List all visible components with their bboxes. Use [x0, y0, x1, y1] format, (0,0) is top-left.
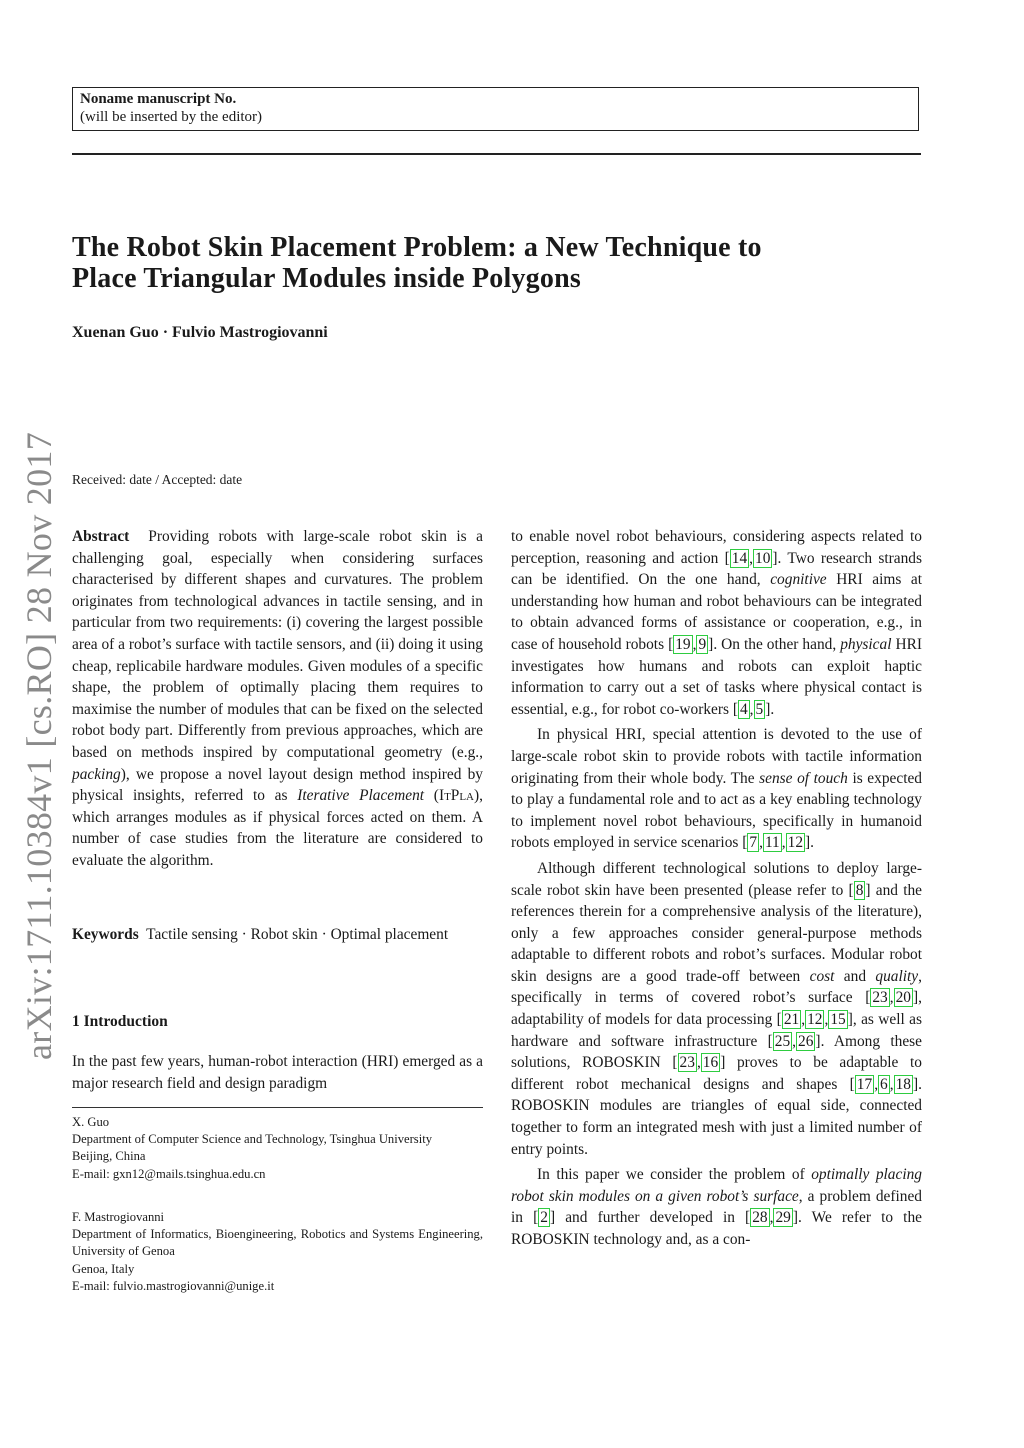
- emphasis: cognitive: [770, 571, 827, 589]
- emphasis: quality: [875, 967, 919, 985]
- affiliation-city: Genoa, Italy: [72, 1261, 135, 1276]
- abstract-text-1: Providing robots with large-scale robot skin is a challenging goal, especially when considering surfaces characterised by different shapes and curvatures. The problem originates from technological advances in tactile sensing, and in particular from two requirements: (i) covering the largest possible area of a robot’s surface with tactile sensors, and (ii) doing it using cheap, replicabile hardware modules. Given modules of a specific shape, the problem of optimally placing them requires to maximise the number of modules that can be fixed on the selected robot body part. Differently from previous approaches, which are based on methods inspired by computational geometry (e.g.,: [72, 528, 483, 761]
- citation-link[interactable]: 7: [749, 834, 758, 852]
- text: , adaptability of models for data processing: [511, 989, 922, 1029]
- text: , a problem defined in: [511, 1187, 922, 1227]
- keywords-text: Tactile sensing · Robot skin · Optimal placement: [146, 926, 449, 943]
- affiliation-dept: Department of Informatics, Bioengineering, Robotics and Systems Engineering, University of Genoa: [72, 1227, 483, 1259]
- citation-link[interactable]: 16: [702, 1054, 719, 1072]
- emphasis: cost: [809, 967, 835, 985]
- header-rule: [72, 153, 921, 155]
- citation-link[interactable]: 28: [752, 1209, 768, 1227]
- emphasis: sense of touch: [759, 769, 848, 787]
- affiliation-mastrogiovanni: [72, 1209, 483, 1295]
- citation-link[interactable]: 10: [755, 549, 771, 567]
- text: . We refer to the ROBOSKIN technology and, as a con-: [511, 1209, 922, 1248]
- paragraph: In physical HRI, special attention is devoted to the use of large-scale robot skin to provide robots with tactile information originating from their whole body. The sense of touch is expected to play a fundamental role and to act as a key enabling technology to implement novel robot behaviours, specifically in humanoid robots employed in service scenarios [ 7 , 11 , 12 ].: [511, 726, 922, 852]
- abstract: [72, 526, 483, 876]
- paragraph: Although different technological solutions to deploy large-scale robot skin have been presented (please refer to [ 8 ] and the references therein for a comprehensive analysis of the literature), only a few approaches consider general-purpose methods adaptable to different robots and robot’s surfaces. Modular robot skin designs are a good trade-off between cost and quality, specifically in terms of covered robot’s surface [ 23 , 20 ], adaptability of models for data processing [ 21 , 12 , 15 ], as well as hardware and software infrastructure [ 25 , 26 ]. Among these solutions, ROBOSKIN [ 23 , 16 ] proves to be adaptable to different robot mechanical designs and shapes [ 17 , 6 , 18 ]. ROBOSKIN modules are triangles of equal side, connected together to form an integrated mesh with just a limited number of entry points.: [511, 859, 923, 1158]
- affiliation-guo: [72, 1114, 483, 1183]
- citation-link[interactable]: 18: [895, 1075, 911, 1093]
- text: , as well as hardware and software infrastructure: [511, 1011, 922, 1050]
- text: and further developed in: [555, 1209, 746, 1227]
- arxiv-stamp: [12, 431, 62, 1060]
- title-line-1: The Robot Skin Placement Problem: a New Technique to: [72, 232, 762, 263]
- emphasis: optimally placing robot skin modules on a given robot’s surface: [511, 1166, 922, 1205]
- citation-link[interactable]: 4: [739, 700, 748, 718]
- section-title: Introduction: [83, 1013, 168, 1030]
- text: In this paper we consider the problem of: [537, 1166, 812, 1184]
- intro-left-text: In the past few years, human-robot interaction (HRI) emerged as a major research field and design paradigm: [72, 1053, 483, 1092]
- paragraph: In this paper we consider the problem of optimally placing robot skin modules on a given robot’s surface, a problem defined in [ 2 ] and further developed in [ 28 , 29 ]. We refer to the ROBOSKIN technology and, as a con-: [511, 1166, 922, 1248]
- emphasis: physical: [840, 635, 892, 653]
- editor-note: (will be inserted by the editor): [80, 109, 263, 125]
- section-number: 1: [72, 1013, 80, 1030]
- abstract-label: Abstract: [72, 528, 130, 545]
- citation-link[interactable]: 15: [830, 1011, 846, 1029]
- affiliation-city: Beijing, China: [72, 1149, 146, 1164]
- keywords-label: Keywords: [72, 926, 139, 943]
- text: proves to be adaptable to different robot mechanical designs and shapes: [511, 1054, 923, 1093]
- text: HRI investigates how humans and robots can exploit haptic information to carry out a set of tasks where physical contact is essential, e.g., for robot co-workers: [511, 635, 922, 718]
- citation-link[interactable]: 9: [698, 635, 707, 653]
- section-heading: [72, 1013, 168, 1031]
- text: . On the other hand,: [713, 635, 841, 653]
- citation-link[interactable]: 14: [731, 549, 748, 567]
- citation-link[interactable]: 11: [764, 834, 780, 852]
- right-column: [511, 526, 922, 1255]
- text: .: [810, 834, 815, 852]
- citation-link[interactable]: 29: [775, 1209, 791, 1227]
- abstract-packing: packing: [72, 765, 121, 783]
- citation-link[interactable]: 12: [807, 1011, 823, 1029]
- text: , specifically in terms of covered robot’s surface: [511, 967, 922, 1007]
- affiliation-name: F. Mastrogiovanni: [72, 1210, 165, 1224]
- citation-link[interactable]: 23: [872, 989, 888, 1007]
- affiliation-email: E-mail: fulvio.mastrogiovanni@unige.it: [72, 1278, 275, 1293]
- citation-link[interactable]: 21: [783, 1011, 800, 1029]
- text: is expected to play a fundamental role and to act as a key enabling technology to implement novel robot behaviours, specifically in humanoid robots employed in service scenarios: [511, 769, 922, 852]
- citation-link[interactable]: 25: [774, 1032, 791, 1050]
- affiliation-name: X. Guo: [72, 1115, 110, 1129]
- text: . Among these solutions, ROBOSKIN: [511, 1032, 922, 1072]
- citation-link[interactable]: 12: [787, 834, 804, 852]
- citation-link[interactable]: 23: [679, 1054, 695, 1072]
- authors: Xuenan Guo · Fulvio Mastrogiovanni: [72, 324, 328, 341]
- footnote-rule: [72, 1107, 483, 1108]
- arxiv-stamp-text: arXiv:1711.10384v1 [cs.RO] 28 Nov 2017: [19, 431, 59, 1060]
- citation-link[interactable]: 5: [755, 700, 764, 718]
- abstract-text-4: ), which arranges modules as if physical forces acted on them. A number of case studies from the literature are considered to evaluate the algorithm.: [72, 787, 483, 869]
- manuscript-number-label: Noname manuscript No.: [80, 91, 237, 107]
- citation-link[interactable]: 20: [895, 989, 911, 1007]
- received-date: Received: date / Accepted: date: [72, 472, 243, 487]
- citation-link[interactable]: 17: [856, 1075, 873, 1093]
- citation-link[interactable]: 2: [540, 1209, 548, 1227]
- text: . ROBOSKIN modules are triangles of equal side, connected together to form an integrated mesh with just a limited number of entry points.: [511, 1075, 922, 1158]
- citation-link[interactable]: 6: [880, 1075, 888, 1093]
- text: and the references therein for a comprehensive analysis of the literature), only a few approaches consider general-purpose methods adaptable to different robots and robot’s surfaces. Modular robot skin designs are a good trade-off between: [511, 881, 922, 985]
- title-line-2: Place Triangular Modules inside Polygons: [72, 263, 581, 294]
- citation-link[interactable]: 8: [855, 881, 864, 899]
- abstract-method-name: Iterative Placement: [297, 787, 425, 805]
- text: .: [770, 700, 775, 718]
- text: . Two research strands can be identified. On the one hand,: [511, 549, 922, 589]
- abstract-text-2: ), we propose a novel layout design method inspired by physical insights, referred to as: [72, 765, 483, 805]
- affiliation-dept: Department of Computer Science and Technology, Tsinghua University: [72, 1132, 432, 1147]
- citation-link[interactable]: 19: [675, 635, 691, 653]
- keywords: [72, 924, 483, 946]
- text: Although different technological solutions to deploy large-scale robot skin have been presented (please refer to: [511, 859, 922, 899]
- affiliation-email: E-mail: gxn12@mails.tsinghua.edu.cn: [72, 1166, 266, 1181]
- text: to enable novel robot behaviours, considering aspects related to perception, reasoning and action: [511, 528, 922, 567]
- text: In physical HRI, special attention is devoted to the use of large-scale robot skin to provide robots with tactile information originating from their whole body. The: [511, 726, 922, 787]
- text: and: [834, 967, 876, 985]
- abstract-text-3: (: [424, 787, 439, 805]
- text: HRI aims at understanding how human and robot behaviours can be integrated to obtain advanced forms of assistance or cooperation, e.g., in case of household robots: [511, 571, 922, 653]
- manuscript-header-box: [72, 87, 919, 131]
- citation-link[interactable]: 26: [798, 1032, 814, 1050]
- paragraph: to enable novel robot behaviours, considering aspects related to perception, reasoning and action [ 14 , 10 ]. Two research strands can be identified. On the one hand, cognitive HRI aims at understanding how human and robot behaviours can be integrated to obtain advanced forms of assistance or cooperation, e.g., in case of household robots [ 19 , 9 ]. On the other hand, physical HRI investigates how humans and robots can exploit haptic information to carry out a set of tasks where physical contact is essential, e.g., for robot co-workers [ 4 , 5 ].: [511, 528, 922, 718]
- paper-title: [72, 232, 932, 294]
- abstract-acronym: ItPla: [438, 787, 475, 805]
